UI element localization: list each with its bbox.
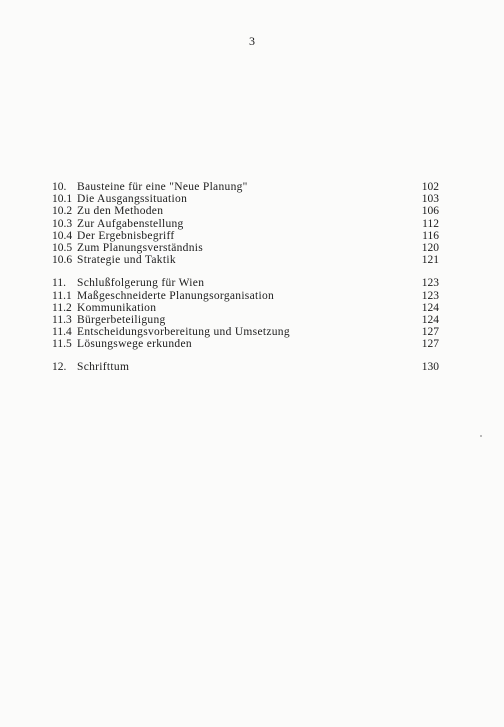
- toc-entry-number: 10.3: [52, 217, 73, 230]
- toc-entry: [52, 218, 439, 230]
- toc-entry-page: 124: [421, 301, 439, 314]
- toc-entry-title: Maßgeschneiderte Planungsorganisation: [77, 289, 275, 302]
- toc-entry-number: 10.1: [52, 193, 73, 206]
- toc-entry-title: Die Ausgangssituation: [77, 193, 188, 206]
- toc-section-12: [52, 361, 439, 373]
- toc-entry: [52, 230, 439, 242]
- toc-entry-page: 123: [421, 289, 439, 302]
- toc-entry: [52, 338, 439, 350]
- toc-entry: [52, 181, 439, 193]
- page-number: 3: [249, 34, 255, 48]
- toc-entry: [52, 277, 439, 289]
- toc-entry: [52, 314, 439, 326]
- toc-entry-number: 11.2: [52, 301, 72, 314]
- toc-entry-page: 123: [421, 277, 439, 290]
- toc-entry-title: Zur Aufgabenstellung: [77, 217, 184, 230]
- toc-entry: [52, 193, 439, 205]
- toc-entry-number: 11.5: [52, 338, 72, 351]
- toc-entry-number: 11.1: [52, 289, 72, 302]
- toc-entry-title: Bürgerbeteiligung: [77, 313, 166, 326]
- toc-entry: [52, 326, 439, 338]
- toc-entry-title: Lösungswege erkunden: [77, 338, 192, 351]
- toc-entry-page: 102: [421, 181, 439, 193]
- toc-entry-page: 116: [422, 229, 439, 242]
- toc-entry-page: 127: [421, 338, 439, 351]
- toc-entry-title: Der Ergebnisbegriff: [77, 229, 175, 242]
- toc-entry-page: 121: [421, 254, 439, 267]
- toc-entry: [52, 290, 439, 302]
- toc-entry-page: 112: [422, 217, 439, 230]
- table-of-contents: [52, 181, 439, 385]
- toc-entry: [52, 361, 439, 373]
- toc-entry-title: Zum Planungsverständnis: [77, 241, 204, 254]
- toc-entry-title: Strategie und Taktik: [77, 254, 176, 267]
- toc-entry-number: 10.: [52, 181, 67, 193]
- toc-entry-title: Bausteine für eine "Neue Planung": [77, 181, 248, 193]
- toc-entry-number: 10.5: [52, 241, 73, 254]
- toc-entry-page: 127: [421, 326, 439, 339]
- toc-entry-page: 106: [421, 205, 439, 218]
- toc-entry-title: Zu den Methoden: [77, 205, 164, 218]
- toc-entry-title: Schlußfolgerung für Wien: [77, 277, 205, 290]
- toc-section-11: [52, 277, 439, 350]
- toc-entry-number: 10.4: [52, 229, 73, 242]
- toc-entry-page: 120: [421, 241, 439, 254]
- toc-section-10: [52, 181, 439, 266]
- toc-entry-number: 12.: [52, 361, 67, 374]
- toc-entry-number: 11.: [52, 277, 66, 290]
- toc-entry-title: Schrifttum: [77, 361, 130, 374]
- toc-entry-number: 11.4: [52, 326, 72, 339]
- toc-entry-number: 10.2: [52, 205, 73, 218]
- toc-entry: [52, 205, 439, 217]
- toc-entry-page: 103: [421, 193, 439, 206]
- toc-entry-page: 124: [421, 313, 439, 326]
- toc-entry-number: 11.3: [52, 313, 72, 326]
- toc-entry-number: 10.6: [52, 254, 73, 267]
- toc-entry: [52, 254, 439, 266]
- toc-entry: [52, 302, 439, 314]
- toc-entry-title: Entscheidungsvorbereitung und Umsetzung: [77, 326, 290, 339]
- toc-entry-title: Kommunikation: [77, 301, 157, 314]
- scan-speck: [480, 435, 482, 437]
- toc-entry: [52, 242, 439, 254]
- toc-entry-page: 130: [421, 361, 439, 374]
